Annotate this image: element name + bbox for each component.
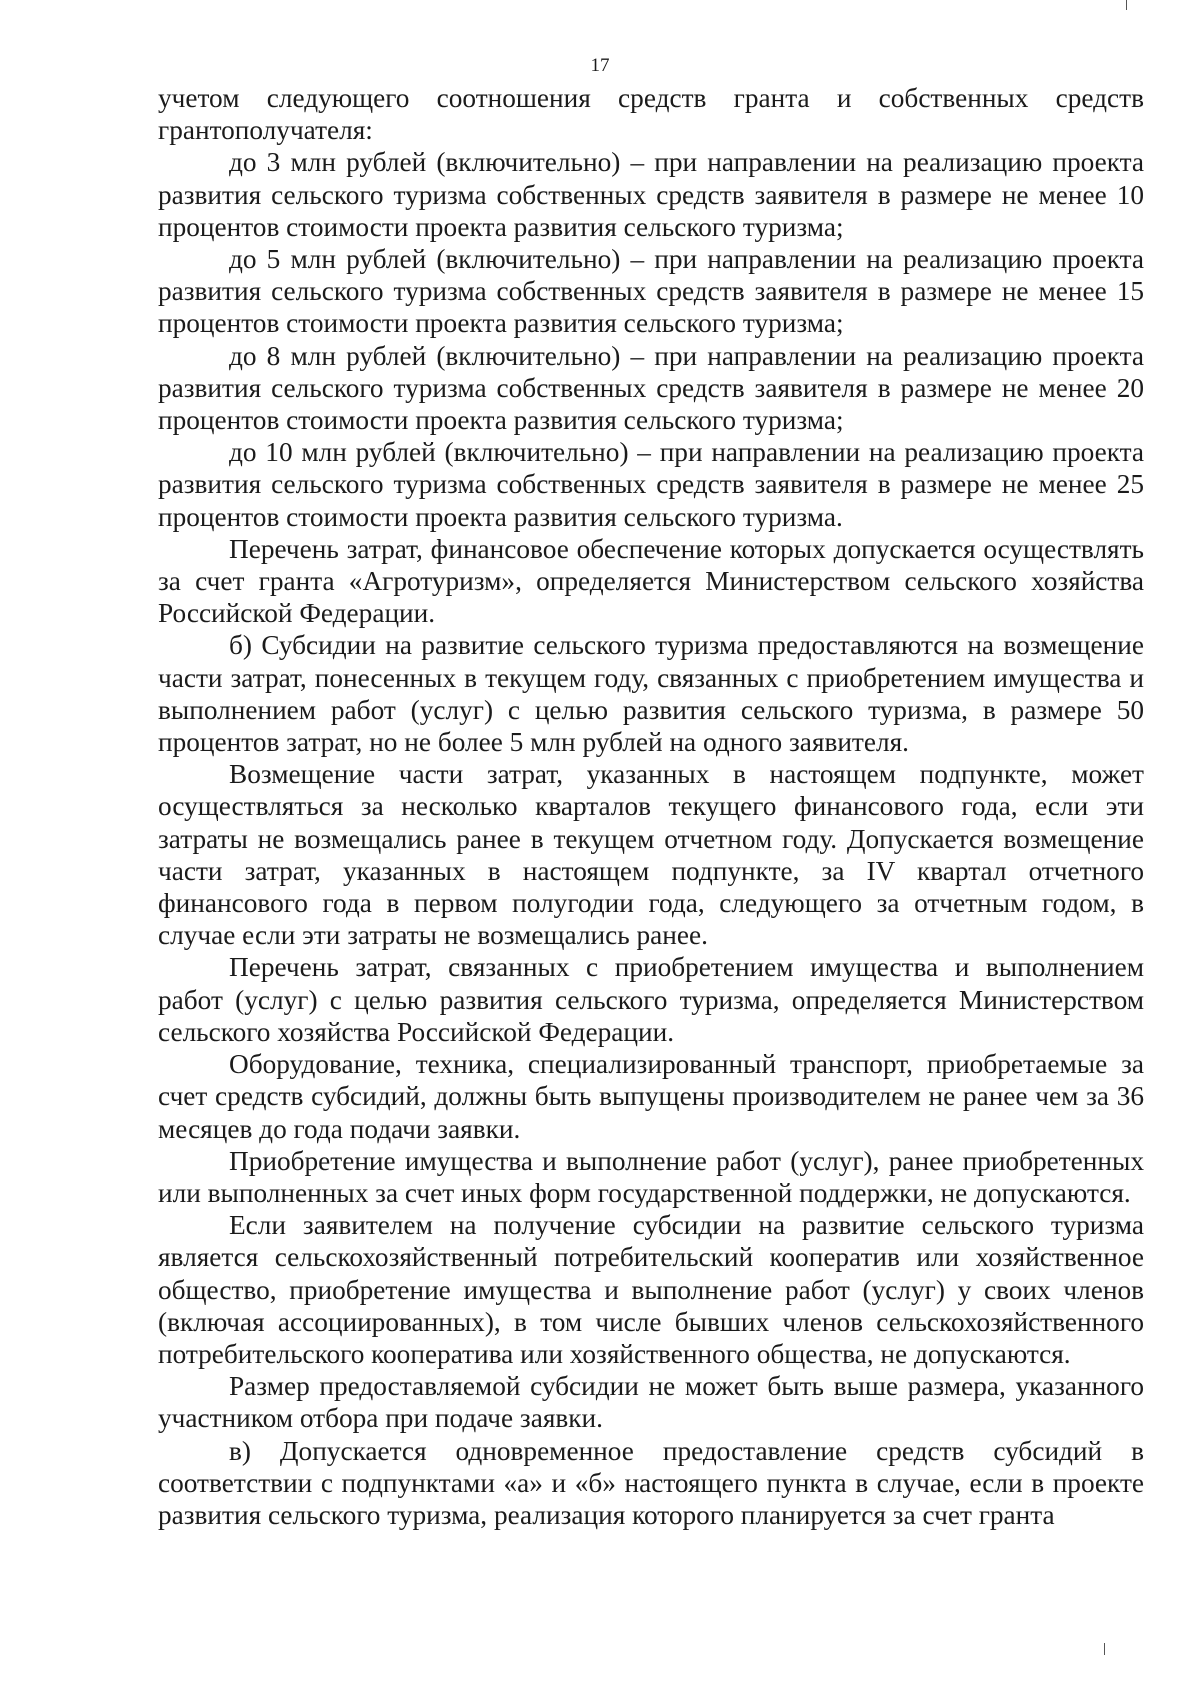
paragraph-subsidy-size: Размер предоставляемой субсидии не может быть выше размера, указанного участником отбора при подаче заявки. [158, 1371, 1144, 1434]
scan-mark-top [1126, 0, 1127, 10]
paragraph-cost-reimbursement: Возмещение части затрат, указанных в настоящем подпункте, может осуществляться за несколько кварталов текущего финансового года, если эти затраты не возмещались ранее в текущем отчетном году. Допускается возмещение части затрат, указанных в настоящем подпункте, за IV квартал отчетного финансового года в первом полугодии года, следующего за отчетным годом, в случае если эти затраты не возмещались ранее. [158, 759, 1144, 951]
paragraph-cost-list-subsidy: Перечень затрат, связанных с приобретением имущества и выполнением работ (услуг) с целью развития сельского туризма, определяется Министерством сельского хозяйства Российской Федерации. [158, 952, 1144, 1047]
paragraph-cooperative-members: Если заявителем на получение субсидии на развитие сельского туризма является сельскохозяйственный потребительский кооператив или хозяйственное общество, приобретение имущества и выполнение работ (услуг) у своих членов (включая ассоциированных), в том числе бывших членов сельскохозяйственного потребительского кооператива или хозяйственного общества, не допускаются. [158, 1210, 1144, 1369]
paragraph-equipment-age: Оборудование, техника, специализированный транспорт, приобретаемые за счет средств субсидий, должны быть выпущены производителем не ранее чем за 36 месяцев до года подачи заявки. [158, 1049, 1144, 1144]
document-body [158, 82, 1144, 1531]
paragraph-threshold-10mln: до 10 млн рублей (включительно) – при направлении на реализацию проекта развития сельского туризма собственных средств заявителя в размере не менее 25 процентов стоимости проекта развития сельского туризма. [158, 437, 1144, 532]
scan-mark-bottom [1104, 1643, 1105, 1655]
page-number: 17 [590, 55, 610, 76]
paragraph-threshold-8mln: до 8 млн рублей (включительно) – при направлении на реализацию проекта развития сельского туризма собственных средств заявителя в размере не менее 20 процентов стоимости проекта развития сельского туризма; [158, 340, 1144, 436]
paragraph-subsidy-b: б) Субсидии на развитие сельского туризма предоставляются на возмещение части затрат, понесенных в текущем году, связанных с приобретением имущества и выполнением работ (услуг) с целью развития сельского туризма, в размере 50 процентов затрат, но не более 5 млн рублей на одного заявителя. [158, 630, 1144, 758]
paragraph-cost-list-grant: Перечень затрат, финансовое обеспечение которых допускается осуществлять за счет гранта «Агротуризм», определяется Министерством сельского хозяйства Российской Федерации. [158, 533, 1144, 629]
paragraph-threshold-3mln: до 3 млн рублей (включительно) – при направлении на реализацию проекта развития сельского туризма собственных средств заявителя в размере не менее 10 процентов стоимости проекта развития сельского туризма; [158, 147, 1144, 242]
paragraph-continuation: учетом следующего соотношения средств гранта и собственных средств грантополучателя: [158, 83, 1144, 146]
paragraph-no-double-support: Приобретение имущества и выполнение работ (услуг), ранее приобретенных или выполненных за счет иных форм государственной поддержки, не допускаются. [158, 1145, 1144, 1208]
paragraph-subsidy-v: в) Допускается одновременное предоставление средств субсидий в соответствии с подпунктами «а» и «б» настоящего пункта в случае, если в проекте развития сельского туризма, реализация которого планируется за счет гранта [158, 1435, 1144, 1530]
paragraph-threshold-5mln: до 5 млн рублей (включительно) – при направлении на реализацию проекта развития сельского туризма собственных средств заявителя в размере не менее 15 процентов стоимости проекта развития сельского туризма; [158, 244, 1144, 339]
